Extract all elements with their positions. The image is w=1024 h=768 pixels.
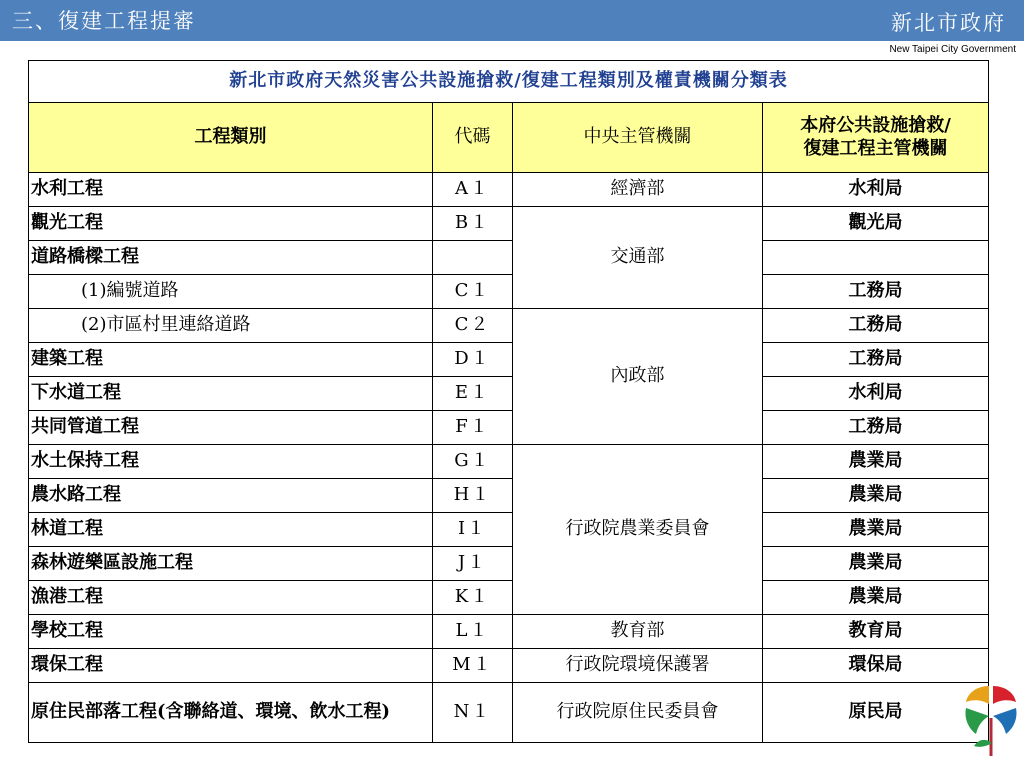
row-type: 漁港工程 [29, 581, 433, 615]
table-row [29, 377, 989, 411]
header-code: 代碼 [433, 103, 513, 173]
local-agency: 水利局 [763, 377, 989, 411]
row-type: 森林遊樂區設施工程 [29, 547, 433, 581]
header-local-line2: 復建工程主管機關 [803, 137, 948, 159]
central-agency: 行政院環境保護署 [513, 649, 763, 683]
row-code: C１ [433, 275, 513, 309]
local-agency: 農業局 [763, 445, 989, 479]
table-title: 新北市政府天然災害公共設施搶救/復建工程類別及權責機關分類表 [29, 61, 989, 103]
row-type: 共同管道工程 [29, 411, 433, 445]
central-agency: 教育部 [513, 615, 763, 649]
row-type: 水利工程 [29, 173, 433, 207]
table-row [29, 683, 989, 743]
table-row [29, 343, 989, 377]
local-agency: 農業局 [763, 479, 989, 513]
row-code: D１ [433, 343, 513, 377]
local-agency: 農業局 [763, 581, 989, 615]
row-code: N１ [433, 683, 513, 743]
table-row [29, 411, 989, 445]
local-agency: 水利局 [763, 173, 989, 207]
local-agency: 教育局 [763, 615, 989, 649]
government-name-english: New Taipei City Government [889, 44, 1016, 55]
row-code: B１ [433, 207, 513, 241]
local-agency [763, 241, 989, 275]
table-row [29, 581, 989, 615]
table-row [29, 309, 989, 343]
row-code: M１ [433, 649, 513, 683]
row-type: 學校工程 [29, 615, 433, 649]
table-row [29, 207, 989, 241]
local-agency: 農業局 [763, 513, 989, 547]
central-agency: 經濟部 [513, 173, 763, 207]
government-name: 新北市政府 [891, 11, 1006, 35]
classification-table [28, 60, 989, 743]
row-code: A１ [433, 173, 513, 207]
top-banner [0, 0, 1024, 41]
row-type: 農水路工程 [29, 479, 433, 513]
local-agency: 原民局 [763, 683, 989, 743]
central-agency: 行政院原住民委員會 [513, 683, 763, 743]
row-code: F１ [433, 411, 513, 445]
row-type: 道路橋樑工程 [29, 241, 433, 275]
row-code: J１ [433, 547, 513, 581]
row-type: 觀光工程 [29, 207, 433, 241]
local-agency: 工務局 [763, 309, 989, 343]
row-type: 建築工程 [29, 343, 433, 377]
row-type: 林道工程 [29, 513, 433, 547]
row-type: 下水道工程 [29, 377, 433, 411]
header-local [763, 103, 989, 173]
row-code: H１ [433, 479, 513, 513]
table-row [29, 445, 989, 479]
row-type: 水土保持工程 [29, 445, 433, 479]
table-row [29, 275, 989, 309]
header-central: 中央主管機關 [513, 103, 763, 173]
central-agency: 交通部 [513, 207, 763, 309]
local-agency: 觀光局 [763, 207, 989, 241]
row-code: I１ [433, 513, 513, 547]
table-row [29, 173, 989, 207]
row-code: E１ [433, 377, 513, 411]
local-agency: 環保局 [763, 649, 989, 683]
central-agency: 行政院農業委員會 [513, 445, 763, 615]
row-code [433, 241, 513, 275]
row-type: (2)市區村里連絡道路 [29, 309, 433, 343]
row-code: C２ [433, 309, 513, 343]
table-row [29, 547, 989, 581]
local-agency: 工務局 [763, 343, 989, 377]
header-type: 工程類別 [29, 103, 433, 173]
row-code: K１ [433, 581, 513, 615]
header-local-line1: 本府公共設施搶救/ [800, 115, 951, 136]
row-type: (1)編號道路 [29, 275, 433, 309]
new-taipei-city-logo-icon [962, 682, 1020, 762]
row-code: G１ [433, 445, 513, 479]
row-code: L１ [433, 615, 513, 649]
table-row [29, 649, 989, 683]
table-row [29, 479, 989, 513]
row-type: 環保工程 [29, 649, 433, 683]
section-title: 三、復建工程提審 [12, 9, 196, 33]
row-type: 原住民部落工程(含聯絡道、環境、飲水工程) [29, 683, 433, 743]
local-agency: 工務局 [763, 275, 989, 309]
central-agency: 內政部 [513, 309, 763, 445]
table-row [29, 241, 989, 275]
local-agency: 農業局 [763, 547, 989, 581]
table-row [29, 513, 989, 547]
table-row [29, 615, 989, 649]
local-agency: 工務局 [763, 411, 989, 445]
